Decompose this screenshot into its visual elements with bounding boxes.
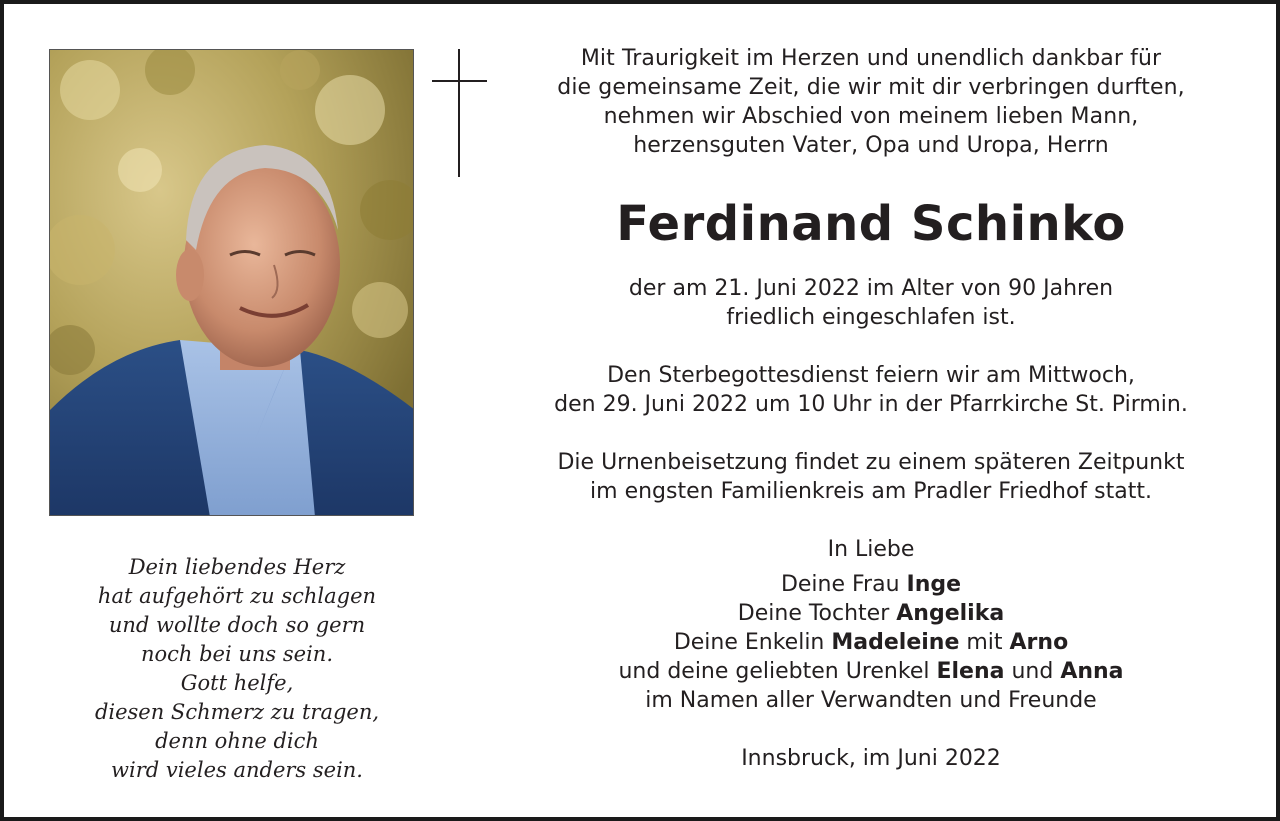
deceased-name: Ferdinand Schinko <box>616 196 1126 252</box>
place-date: Innsbruck, im Juni 2022 <box>741 746 1001 771</box>
poem-line: Gott helfe, <box>180 671 294 695</box>
poem-line: hat aufgehört zu schlagen <box>97 584 377 608</box>
family-line-great-grandchildren <box>524 657 1218 686</box>
family-name: Inge <box>906 572 962 597</box>
poem-line: und wollte doch so gern <box>108 613 366 637</box>
death-notice <box>524 274 1218 332</box>
poem-line: noch bei uns sein. <box>140 642 333 666</box>
family-list <box>524 570 1218 715</box>
intro-text <box>524 44 1218 160</box>
family-prefix: und deine geliebten Urenkel <box>618 659 937 684</box>
family-line-others: im Namen aller Verwandten und Freunde <box>645 688 1097 713</box>
family-name: Anna <box>1060 659 1124 684</box>
family-connector: mit <box>959 630 1010 655</box>
family-line-daughter <box>524 599 1218 628</box>
intro-line: herzensguten Vater, Opa und Uropa, Herrn <box>633 133 1109 158</box>
memorial-poem <box>34 553 440 785</box>
poem-line: diesen Schmerz zu tragen, <box>94 700 380 724</box>
burial-line: im engsten Familienkreis am Pradler Friedhof statt. <box>590 479 1152 504</box>
burial-notice <box>524 448 1218 506</box>
family-name: Arno <box>1009 630 1069 655</box>
obituary-text <box>524 44 1218 773</box>
service-line: Den Sterbegottesdienst feiern wir am Mittwoch, <box>607 363 1135 388</box>
family-name: Angelika <box>896 601 1005 626</box>
service-notice <box>524 361 1218 419</box>
service-line: den 29. Juni 2022 um 10 Uhr in der Pfarrkirche St. Pirmin. <box>554 392 1188 417</box>
poem-line: denn ohne dich <box>155 729 319 753</box>
family-prefix: Deine Tochter <box>737 601 897 626</box>
intro-line: die gemeinsame Zeit, die wir mit dir verbringen durften, <box>557 75 1185 100</box>
family-prefix: Deine Enkelin <box>673 630 832 655</box>
poem-line: Dein liebendes Herz <box>128 555 346 579</box>
death-line: der am 21. Juni 2022 im Alter von 90 Jahren <box>628 276 1114 301</box>
family-prefix: Deine Frau <box>780 572 907 597</box>
intro-line: nehmen wir Abschied von meinem lieben Mann, <box>603 104 1139 129</box>
family-line-granddaughter <box>524 628 1218 657</box>
portrait-photo <box>49 49 414 516</box>
death-line: friedlich eingeschlafen ist. <box>726 305 1016 330</box>
family-name: Elena <box>936 659 1005 684</box>
family-connector: und <box>1004 659 1061 684</box>
intro-line: Mit Traurigkeit im Herzen und unendlich dankbar für <box>580 46 1162 71</box>
poem-line: wird vieles anders sein. <box>111 758 363 782</box>
family-name: Madeleine <box>831 630 960 655</box>
burial-line: Die Urnenbeisetzung findet zu einem späteren Zeitpunkt <box>557 450 1185 475</box>
family-line-wife <box>524 570 1218 599</box>
cross-icon <box>432 49 487 177</box>
greeting: In Liebe <box>827 537 915 562</box>
